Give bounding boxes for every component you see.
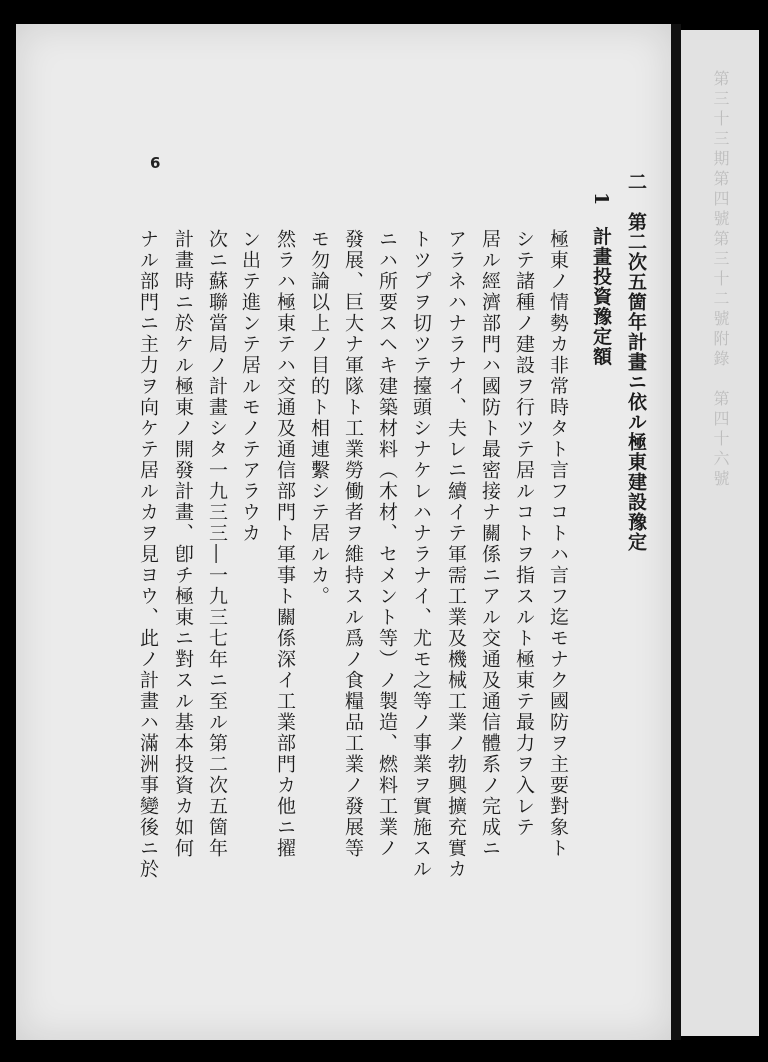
body-line: トツプヲ切ツテ擡頭シナケレハナラナイ、尤モ之等ノ事業ヲ實施スル — [410, 229, 432, 880]
subsection-heading: 1 計畫投資豫定額 — [590, 192, 612, 367]
body-line: 發展、巨大ナ軍隊ト工業勞働者ヲ維持スル爲ノ食糧品工業ノ發展等 — [342, 229, 364, 859]
body-line: ニハ所要スヘキ建築材料（木材、セメント等）ノ製造、燃料工業ノ — [376, 229, 398, 859]
body-line: 極東ノ情勢カ非常時タト言フコトハ言フ迄モナク國防ヲ主要對象ト — [547, 229, 569, 859]
body-line: 次ニ蘇聯當局ノ計畫シタ一九三三―一九三七年ニ至ル第二次五箇年 — [206, 229, 228, 859]
body-line: 居ル經濟部門ハ國防ト最密接ナ關係ニアル交通及通信體系ノ完成ニ — [479, 229, 501, 859]
body-line: 計畫時ニ於ケル極東ノ開發計畫、卽チ極東ニ對スル基本投資カ如何 — [172, 229, 194, 859]
page-number: 6 — [150, 154, 161, 172]
body-line: ナル部門ニ主力ヲ向ケテ居ルカヲ見ヨウ、此ノ計畫ハ滿洲事變後ニ於 — [137, 229, 159, 880]
facing-page-strip — [681, 30, 759, 1036]
document-page — [16, 24, 671, 1040]
body-line: アラネハナラナイ、夫レニ續イテ軍需工業及機械工業ノ勃興擴充實カ — [445, 229, 467, 880]
body-line: 然ラハ極東テハ交通及通信部門ト軍事ト關係深イ工業部門カ他ニ擢 — [274, 229, 296, 859]
body-line: モ勿論以上ノ目的ト相連繫シテ居ルカ。 — [308, 229, 330, 607]
book-gutter — [671, 24, 681, 1040]
body-line: ン出テ進ンテ居ルモノテアラウカ — [239, 229, 261, 544]
body-line: シテ諸種ノ建設ヲ行ツテ居ルコトヲ指スルト極東テ最力ヲ入レテ — [513, 229, 535, 838]
section-heading: 二 第二次五箇年計畫ニ依ル極東建設豫定 — [625, 172, 647, 552]
facing-page-bleed-text: 第三十三期第四號第三十二號附錄 第四十六號 — [711, 70, 730, 490]
